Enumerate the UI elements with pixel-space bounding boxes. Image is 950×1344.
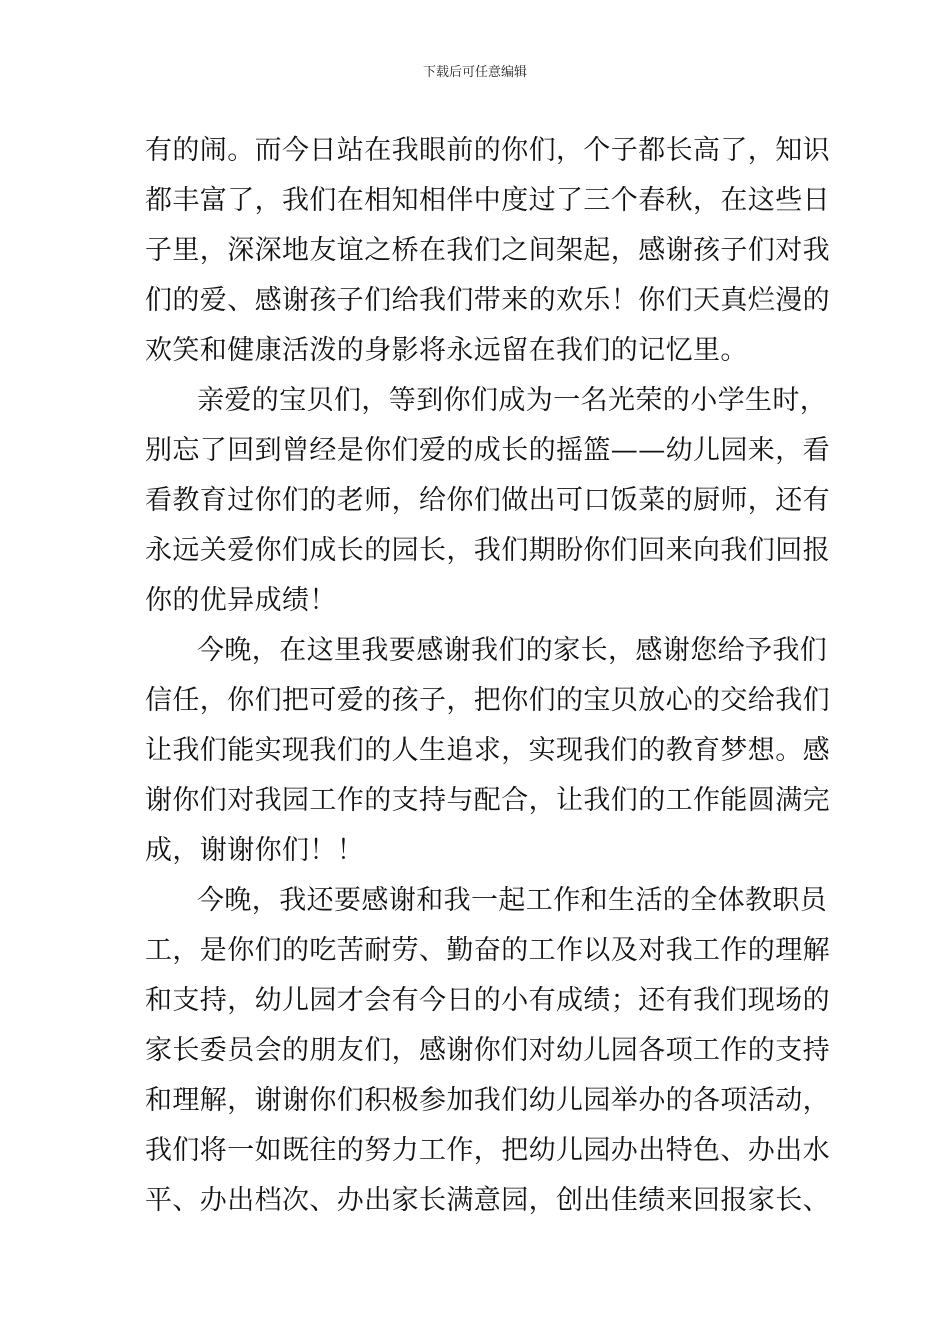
- text-line: 们的爱、感谢孩子们给我们带来的欢乐！你们天真烂漫的: [145, 285, 830, 316]
- text-line: 让我们能实现我们的人生追求，实现我们的教育梦想。感: [145, 735, 830, 766]
- text-line: 看教育过你们的老师，给你们做出可口饭菜的厨师，还有: [145, 485, 830, 516]
- text-line: 永远关爱你们成长的园长，我们期盼你们回来向我们回报: [145, 535, 830, 566]
- text-line: 子里，深深地友谊之桥在我们之间架起，感谢孩子们对我: [145, 235, 830, 266]
- text-line: 有的闹。而今日站在我眼前的你们，个子都长高了，知识: [145, 135, 830, 166]
- text-line: 亲爱的宝贝们，等到你们成为一名光荣的小学生时，: [197, 385, 828, 416]
- text-line: 和理解，谢谢你们积极参加我们幼儿园举办的各项活动，: [145, 1085, 830, 1116]
- text-line: 成，谢谢你们！！: [145, 835, 365, 866]
- text-line: 都丰富了，我们在相知相伴中度过了三个春秋，在这些日: [145, 185, 830, 216]
- text-line: 今晚，在这里我要感谢我们的家长，感谢您给予我们: [197, 635, 828, 666]
- text-line: 信任，你们把可爱的孩子，把你们的宝贝放心的交给我们: [145, 685, 830, 716]
- text-line: 谢你们对我园工作的支持与配合，让我们的工作能圆满完: [145, 785, 830, 816]
- text-line: 你的优异成绩！: [145, 585, 337, 616]
- text-line: 平、办出档次、办出家长满意园，创出佳绩来回报家长、: [145, 1185, 830, 1216]
- text-line: 家长委员会的朋友们，感谢你们对幼儿园各项工作的支持: [145, 1035, 830, 1066]
- text-line: 别忘了回到曾经是你们爱的成长的摇篮——幼儿园来，看: [145, 435, 830, 466]
- text-line: 工，是你们的吃苦耐劳、勤奋的工作以及对我工作的理解: [145, 935, 830, 966]
- text-line: 今晚，我还要感谢和我一起工作和生活的全体教职员: [197, 885, 828, 916]
- document-body: [145, 126, 830, 1226]
- text-line: 我们将一如既往的努力工作，把幼儿园办出特色、办出水: [145, 1135, 830, 1166]
- page-header-note: 下载后可任意编辑: [422, 65, 527, 80]
- text-line: 欢笑和健康活泼的身影将永远留在我们的记忆里。: [145, 335, 748, 366]
- text-line: 和支持，幼儿园才会有今日的小有成绩；还有我们现场的: [145, 985, 830, 1016]
